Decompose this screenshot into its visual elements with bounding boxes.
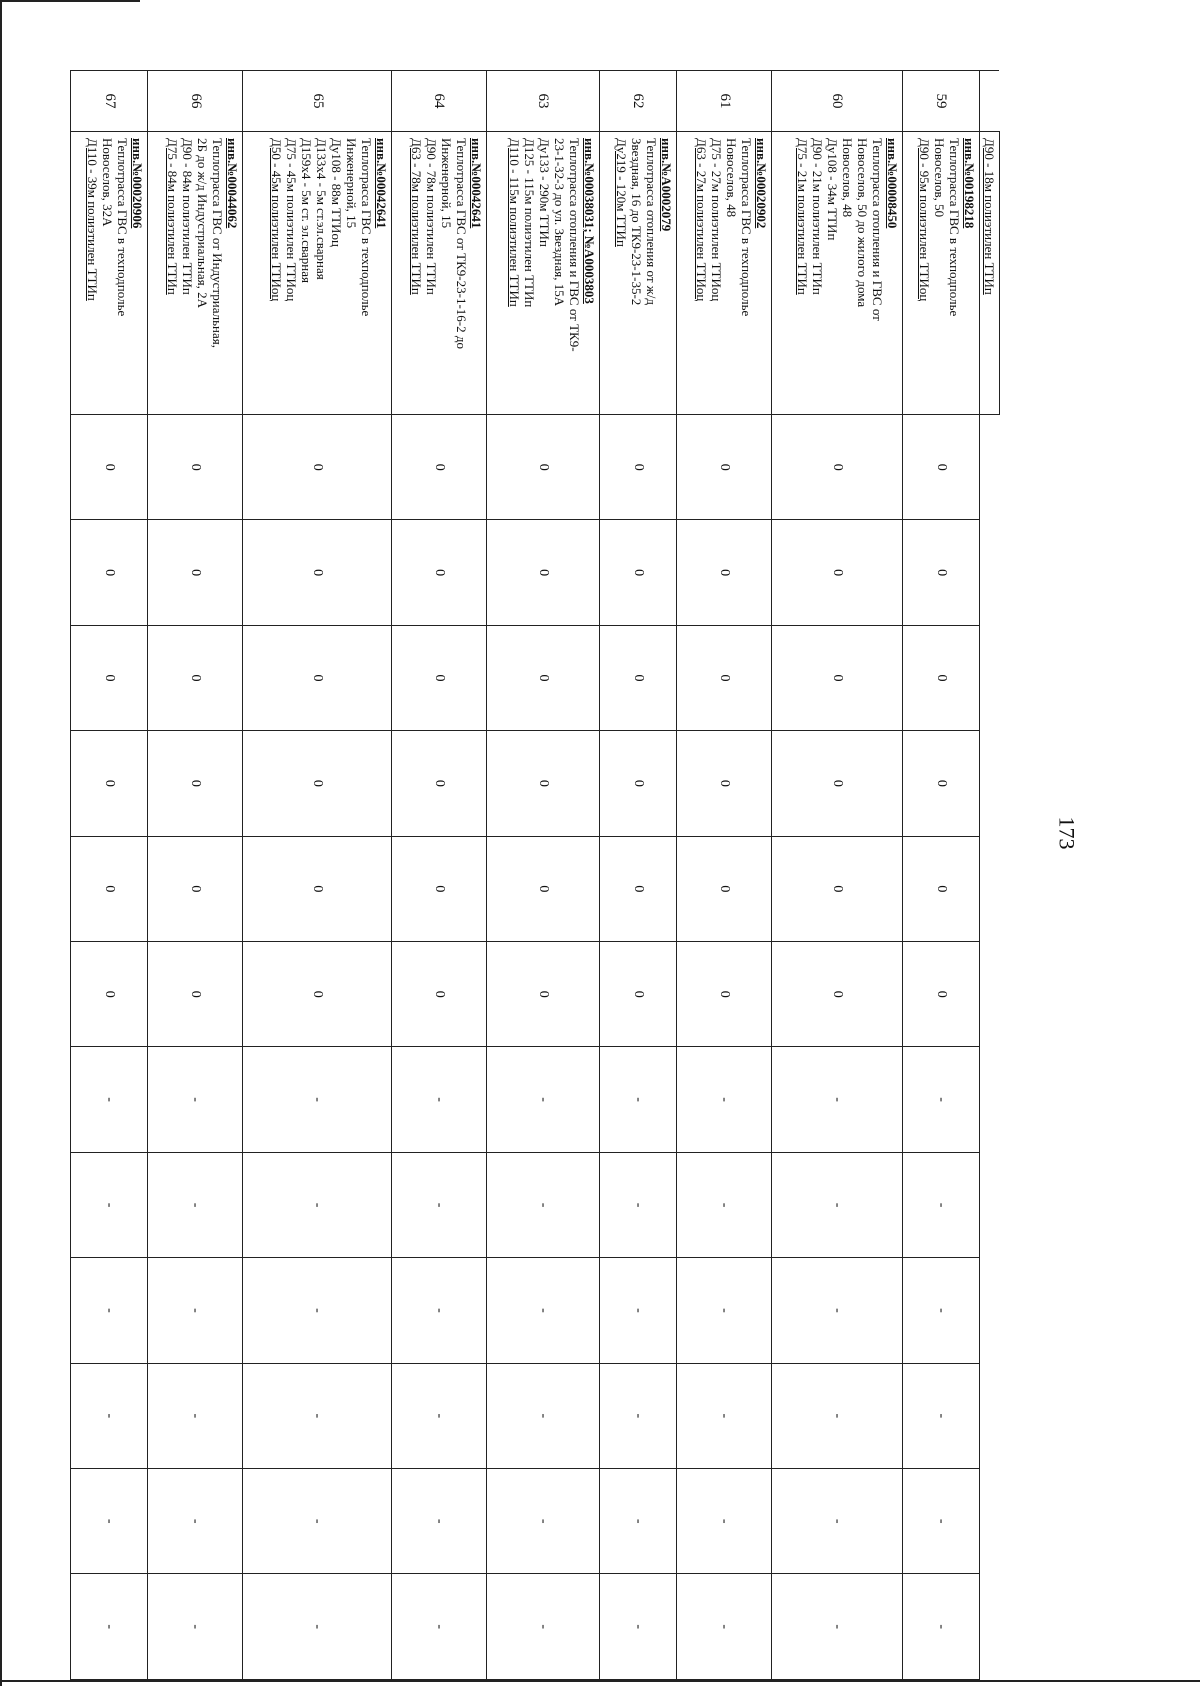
description-cell: [772, 132, 903, 415]
value-cell: 0: [772, 836, 903, 941]
description-line: 2Б до ж/д Индустриальная, 2А: [195, 138, 211, 308]
description-line: Новоселов, 32А: [100, 138, 116, 227]
description-line: Д75 - 84м полиэтилен ТТИп: [165, 138, 181, 295]
value-cell: -: [148, 1574, 243, 1680]
value-cell: -: [148, 1258, 243, 1363]
value-cell: 0: [902, 836, 979, 941]
value-cell: -: [391, 1363, 486, 1468]
value-cell: -: [599, 1152, 676, 1257]
value-cell: -: [902, 1363, 979, 1468]
value-cell: 0: [243, 836, 392, 941]
description-cell: [71, 132, 148, 415]
description-cell: [677, 132, 772, 415]
description-line: Звездная, 16 до ТК9-23-1-35-2: [629, 138, 645, 306]
value-cell: -: [772, 1152, 903, 1257]
description-line: Инженерной, 15: [343, 138, 359, 229]
description-line: Д110 - 39м полиэтилен ТТИп: [85, 138, 101, 301]
description-cell: [148, 132, 243, 415]
inventory-number: инв.№00044062: [225, 138, 241, 229]
value-cell: 0: [902, 942, 979, 1047]
value-cell: -: [486, 1258, 599, 1363]
table-row: [902, 71, 979, 1680]
value-cell: -: [243, 1047, 392, 1152]
value-cell: 0: [486, 415, 599, 520]
value-cell: 0: [71, 942, 148, 1047]
value-cell: -: [677, 1469, 772, 1574]
value-cell: -: [391, 1047, 486, 1152]
row-number-cell: 65: [243, 71, 392, 132]
row-number-cell: [980, 71, 1000, 132]
value-cell: -: [599, 1574, 676, 1680]
value-cell: -: [243, 1574, 392, 1680]
value-cell: 0: [243, 415, 392, 520]
value-cell: -: [486, 1047, 599, 1152]
value-cell: 0: [148, 520, 243, 625]
description-line: Теплотрасса ГВС от Индустриальная,: [210, 138, 226, 348]
value-cell: 0: [599, 520, 676, 625]
value-cell: 0: [677, 836, 772, 941]
value-cell: -: [243, 1258, 392, 1363]
description-line: Ду108 - 88м ТТИоц: [328, 138, 344, 247]
value-cell: 0: [71, 731, 148, 836]
description-cell: [391, 132, 486, 415]
value-cell: 0: [391, 836, 486, 941]
value-cell: -: [243, 1469, 392, 1574]
value-cell: -: [486, 1469, 599, 1574]
value-cell: 0: [677, 625, 772, 730]
value-cell: 0: [599, 415, 676, 520]
row-number-cell: 66: [148, 71, 243, 132]
description-line: Д75 - 45м полиэтилен ТТИоц: [283, 138, 299, 302]
page-number: 173: [1054, 816, 1080, 850]
description-line: Д90 - 78м полиэтилен ТТИп: [423, 138, 439, 295]
value-cell: -: [148, 1047, 243, 1152]
table-body: [71, 71, 1000, 1680]
value-cell: -: [71, 1258, 148, 1363]
value-cell: -: [902, 1469, 979, 1574]
value-cell: -: [902, 1574, 979, 1680]
value-cell: 0: [486, 731, 599, 836]
inventory-number: инв.№00042641: [373, 138, 389, 229]
value-cell: 0: [486, 625, 599, 730]
table-row: [243, 71, 392, 1680]
description-line: Д133х4 - 5м ст.эл.сварная: [313, 138, 329, 280]
value-cell: -: [391, 1469, 486, 1574]
value-cell: 0: [71, 520, 148, 625]
description-line: Новоселов, 48: [724, 138, 740, 218]
description-cell: [243, 132, 392, 415]
description-line: Д63 - 78м полиэтилен ТТИп: [408, 138, 424, 295]
description-cell: [486, 132, 599, 415]
value-cell: 0: [71, 625, 148, 730]
description-line: Теплотрасса отопления и ГВС от: [869, 138, 885, 321]
value-cell: -: [486, 1363, 599, 1468]
value-cell: 0: [486, 520, 599, 625]
row-number-cell: 63: [486, 71, 599, 132]
value-cell: -: [486, 1152, 599, 1257]
value-cell: -: [71, 1047, 148, 1152]
value-cell: 0: [148, 942, 243, 1047]
value-cell: 0: [772, 415, 903, 520]
inventory-number: инв.№00038031; №А0003803: [581, 138, 597, 304]
value-cell: 0: [391, 415, 486, 520]
description-line: Д75 - 27м полиэтилен ТТИоц: [709, 138, 725, 302]
value-cell: -: [772, 1258, 903, 1363]
description-line: Теплотрасса ГВС в техподполье: [947, 138, 962, 317]
inventory-number: инв.№00020906: [130, 138, 146, 229]
table-row: [148, 71, 243, 1680]
value-cell: 0: [599, 731, 676, 836]
description-line: Д90 - 21м полиэтилен ТТИп: [809, 138, 825, 295]
description-line: Теплотрасса отопления и ГВС от ТК9-: [566, 138, 582, 352]
value-cell: 0: [772, 625, 903, 730]
table-row: [71, 71, 148, 1680]
table-row: [599, 71, 676, 1680]
value-cell: 0: [677, 520, 772, 625]
inventory-number: инв.№00020902: [754, 138, 770, 229]
value-cell: 0: [677, 731, 772, 836]
table-row-fragment: [980, 71, 1000, 1680]
description-line: Новоселов, 50: [932, 138, 947, 218]
description-line: Д159х4 - 5м ст. эл.сварная: [298, 138, 314, 283]
value-cell: 0: [71, 836, 148, 941]
data-table: [70, 70, 1000, 1680]
description-line: Теплотрасса ГВС в техподполье: [115, 138, 131, 317]
value-cell: -: [599, 1258, 676, 1363]
value-cell: 0: [391, 731, 486, 836]
description-line: Д90 - 95м полиэтилен ТТИоц: [917, 138, 932, 302]
value-cell: 0: [391, 520, 486, 625]
row-number-cell: 59: [902, 71, 979, 132]
value-cell: 0: [902, 520, 979, 625]
value-cell: -: [677, 1258, 772, 1363]
description-line: Теплотрасса ГВС в техподполье: [358, 138, 374, 317]
value-cell: -: [599, 1363, 676, 1468]
description-line: Теплотрасса ГВС от ТК9-23-1-16-2 до: [453, 138, 469, 349]
value-cell: -: [71, 1574, 148, 1680]
value-cell: 0: [902, 415, 979, 520]
description-line: Новоселов, 50 до жилого дома: [854, 138, 870, 308]
description-line: Теплотрасса отопления от ж/д: [644, 138, 660, 305]
value-cell: -: [902, 1047, 979, 1152]
value-cell: 0: [243, 942, 392, 1047]
description-line: Д110 - 115м полиэтилен ТТИп: [506, 138, 522, 307]
inventory-number: инв.№А0002079: [659, 138, 675, 232]
value-cell: -: [599, 1047, 676, 1152]
value-cell: 0: [391, 942, 486, 1047]
value-cell: -: [71, 1363, 148, 1468]
value-cell: -: [772, 1469, 903, 1574]
value-cell: 0: [677, 415, 772, 520]
inventory-number: инв.№00008450: [884, 138, 900, 229]
row-number-cell: 60: [772, 71, 903, 132]
value-cell: 0: [902, 625, 979, 730]
table-row: [486, 71, 599, 1680]
value-cell: 0: [148, 415, 243, 520]
description-line: 23-1-32-3 до ул. Звездная, 15А: [551, 138, 567, 307]
value-cell: -: [677, 1574, 772, 1680]
inventory-number: инв.№00042641: [468, 138, 484, 229]
description-line: Д50 - 45м полиэтилен ТТИоц: [268, 138, 284, 302]
value-cell: 0: [599, 942, 676, 1047]
row-number-cell: 61: [677, 71, 772, 132]
description-line: Д75 - 21м полиэтилен ТТИп: [794, 138, 810, 295]
table-row: [772, 71, 903, 1680]
description-line: Ду219 - 120м ТТИп: [614, 138, 630, 247]
description-cell: [980, 132, 1000, 415]
value-cell: 0: [71, 415, 148, 520]
description-cell: [902, 132, 979, 415]
description-line: Ду108 - 34м ТТИп: [824, 138, 840, 241]
value-cell: 0: [772, 731, 903, 836]
description-line: Теплотрасса ГВС в техподполье: [739, 138, 755, 317]
rotated-table-wrapper: [70, 70, 1000, 1680]
value-cell: -: [902, 1152, 979, 1257]
value-cell: -: [772, 1363, 903, 1468]
value-cell: -: [243, 1152, 392, 1257]
table-row: [391, 71, 486, 1680]
value-cell: 0: [486, 836, 599, 941]
description-line: Д90 - 84м полиэтилен ТТИп: [180, 138, 196, 295]
description-line: Д90 - 18м полиэтилен ТТИп: [982, 138, 997, 295]
value-cell: 0: [599, 836, 676, 941]
value-cell: -: [391, 1152, 486, 1257]
inventory-number: инв.№00198218: [962, 138, 977, 229]
value-cell: 0: [391, 625, 486, 730]
value-cell: 0: [486, 942, 599, 1047]
value-cell: 0: [148, 731, 243, 836]
description-line: Новоселов, 48: [839, 138, 855, 218]
value-cell: -: [71, 1152, 148, 1257]
value-cell: -: [677, 1047, 772, 1152]
value-cell: -: [148, 1363, 243, 1468]
value-cell: -: [148, 1152, 243, 1257]
value-cell: -: [677, 1152, 772, 1257]
value-cell: 0: [243, 731, 392, 836]
description-line: Инженерной, 15: [438, 138, 454, 229]
row-number-cell: 64: [391, 71, 486, 132]
description-line: Ду133 - 290м ТТИп: [536, 138, 552, 247]
value-cell: -: [772, 1574, 903, 1680]
row-number-cell: 67: [71, 71, 148, 132]
table-row: [677, 71, 772, 1680]
value-cell: -: [391, 1574, 486, 1680]
value-cell: 0: [243, 625, 392, 730]
value-cell: -: [599, 1469, 676, 1574]
frame-line-bottom: [0, 1680, 1200, 1682]
value-cell: -: [71, 1469, 148, 1574]
value-cell: 0: [243, 520, 392, 625]
frame-line-top: [0, 0, 140, 2]
value-cell: 0: [772, 942, 903, 1047]
value-cell: -: [902, 1258, 979, 1363]
value-cell: 0: [772, 520, 903, 625]
value-cell: -: [148, 1469, 243, 1574]
value-cell: -: [391, 1258, 486, 1363]
description-cell: [599, 132, 676, 415]
value-cell: -: [243, 1363, 392, 1468]
frame-line-left: [0, 0, 2, 1686]
value-cell: 0: [677, 942, 772, 1047]
value-cell: -: [677, 1363, 772, 1468]
value-cell: 0: [902, 731, 979, 836]
description-line: Д63 - 27м полиэтилен ТТИоц: [694, 138, 710, 302]
value-cell: -: [772, 1047, 903, 1152]
value-cell: 0: [148, 836, 243, 941]
row-number-cell: 62: [599, 71, 676, 132]
description-line: Д125 - 115м полиэтилен ТТИп: [521, 138, 537, 308]
value-cell: -: [486, 1574, 599, 1680]
value-cell: 0: [148, 625, 243, 730]
value-cell: 0: [599, 625, 676, 730]
empty-cell: [980, 415, 1000, 1680]
